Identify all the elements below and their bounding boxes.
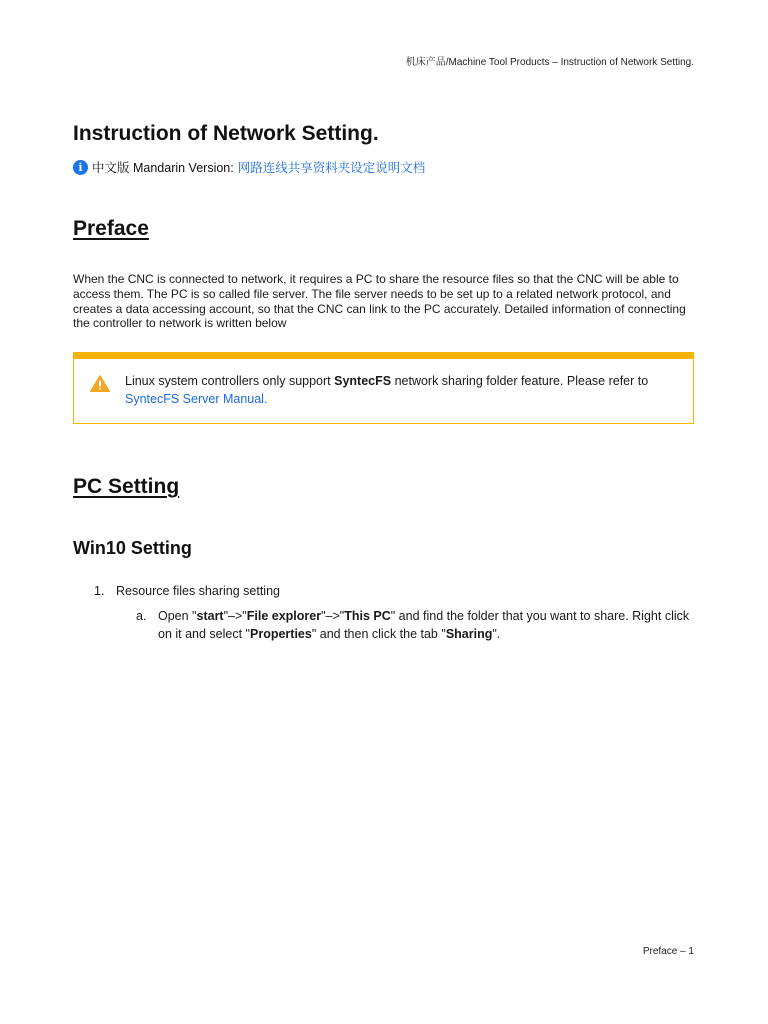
running-header: 机床产品/Machine Tool Products – Instruction of Network Setting. xyxy=(405,57,694,68)
language-note xyxy=(73,158,425,176)
warning-callout xyxy=(73,352,694,424)
text-part: "–>" xyxy=(223,609,247,623)
list-item-text: Resource files sharing setting xyxy=(116,584,280,598)
list-item-step-1a xyxy=(136,607,696,643)
text-part: Open " xyxy=(158,609,197,623)
page-title: Instruction of Network Setting. xyxy=(73,122,379,145)
preface-heading: Preface xyxy=(73,217,149,240)
file-explorer-term: File explorer xyxy=(246,609,322,623)
page-footer: Preface – 1 xyxy=(642,946,694,957)
list-item-text xyxy=(158,607,696,643)
start-term: start xyxy=(196,609,224,623)
callout-text xyxy=(125,373,675,408)
preface-paragraph: When the CNC is connected to network, it requires a PC to share the resource files so that the CNC will be able to access them. The PC is so called file server. The file server needs to be set up to a related network protocol, and creates a data accessing account, so that the CNC can link to the PC accurately. Detailed information of connecting the controller to network is written below xyxy=(73,272,686,331)
list-letter: a. xyxy=(136,609,147,623)
callout-text-part: network sharing folder feature. Please refer to xyxy=(391,374,649,388)
callout-text-part: Linux system controllers only support xyxy=(125,374,335,388)
list-number: 1. xyxy=(94,584,105,598)
this-pc-term: This PC xyxy=(344,609,391,623)
sharing-term: Sharing xyxy=(445,627,493,641)
pc-setting-heading: PC Setting xyxy=(73,475,180,498)
win10-setting-heading: Win10 Setting xyxy=(73,538,192,558)
text-part: ". xyxy=(492,627,501,641)
text-part: "–>" xyxy=(321,609,345,623)
properties-term: Properties xyxy=(250,627,312,641)
text-part: " and then click the tab " xyxy=(311,627,446,641)
info-icon: i xyxy=(73,160,88,175)
list-item-step-1 xyxy=(94,584,280,598)
language-label: 中文版 Mandarin Version: xyxy=(92,161,234,175)
syntecfs-term: SyntecFS xyxy=(334,374,392,388)
mandarin-version-link[interactable]: 网路连线共享资料夹设定说明文档 xyxy=(237,161,426,175)
text-part: " and find the folder that you want to share. Right click on it and select " xyxy=(158,609,690,641)
warning-icon xyxy=(90,375,110,392)
syntecfs-manual-link[interactable]: SyntecFS Server Manual. xyxy=(125,391,268,406)
